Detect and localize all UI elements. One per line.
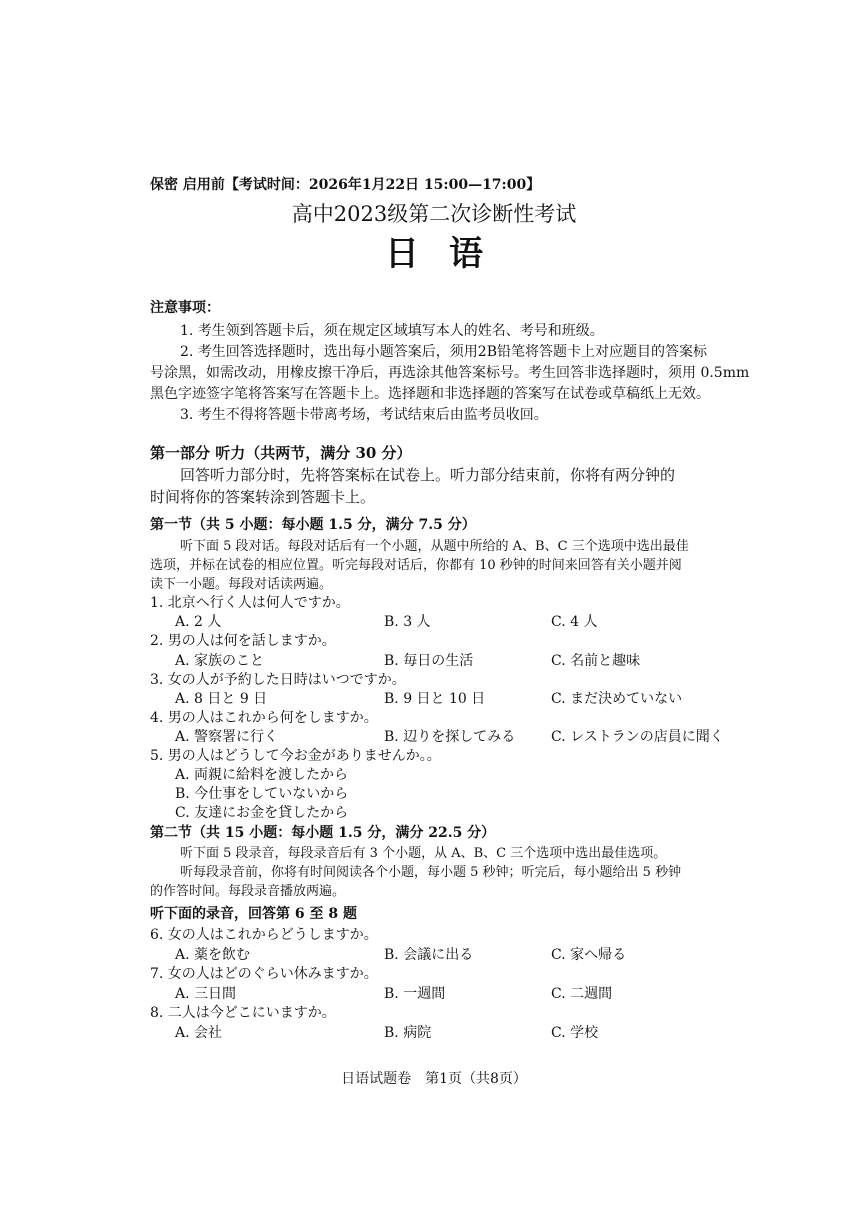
option-6c: C. 家へ帰る (551, 947, 627, 963)
option-1b: B. 3 人 (384, 614, 431, 630)
option-6a: A. 薬を飲む (175, 947, 251, 963)
section2-instruction: 听每段录音前，你将有时间阅读各个小题，每小题 5 秒钟；听完后，每小题给出 5 秒钟 (180, 865, 682, 880)
option-8a: A. 会社 (175, 1025, 223, 1041)
option-3b: B. 9 日と 10 日 (384, 691, 486, 707)
subject-title: 日语 (385, 234, 513, 274)
option-1a: A. 2 人 (175, 614, 222, 630)
question-3: 3. 女の人が予約した日時はいつですか。 (150, 672, 406, 688)
section2-instruction: 听下面 5 段录音，每段录音后有 3 个小题，从 A、B、C 三个选项中选出最佳选项。 (180, 846, 667, 861)
option-7b: B. 一週間 (384, 986, 446, 1002)
part1-intro-line: 时间将你的答案转涂到答题卡上。 (150, 488, 376, 506)
question-1: 1. 北京へ行く人は何人ですか。 (150, 595, 350, 611)
confidential-notice: 保密 启用前【考试时间：2026年1月22日 15:00—17:00】 (150, 177, 541, 193)
section2-instruction: 的作答时间。每段录音播放两遍。 (150, 884, 346, 899)
note-line: 2. 考生回答选择题时，选出每小题答案后，须用2B铅笔将答题卡上对应题目的答案标 (180, 344, 708, 360)
note-line: 黑色字迹签字笔将答案写在答题卡上。选择题和非选择题的答案写在试卷或草稿纸上无效。 (150, 386, 710, 402)
section2-heading: 第二节（共 15 小题：每小题 1.5 分，满分 22.5 分） (150, 825, 496, 841)
option-7c: C. 二週間 (551, 986, 613, 1002)
notes-heading: 注意事项： (150, 300, 220, 316)
option-8b: B. 病院 (384, 1025, 432, 1041)
option-2b: B. 毎日の生活 (384, 653, 474, 669)
section1-instruction: 听下面 5 段对话。每段对话后有一个小题，从题中所给的 A、B、C 三个选项中选出最佳 (180, 539, 689, 554)
part1-heading: 第一部分 听力（共两节，满分 30 分） (150, 444, 412, 462)
option-5b: B. 今仕事をしていないから (175, 786, 349, 802)
option-4a: A. 警察署に行く (175, 729, 279, 745)
option-1c: C. 4 人 (551, 614, 598, 630)
group-heading: 听下面的录音，回答第 6 至 8 题 (150, 906, 357, 922)
page-footer: 日语试题卷 第1页（共8页） (341, 1071, 527, 1087)
question-8: 8. 二人は今どこにいますか。 (150, 1005, 336, 1021)
section1-instruction: 读下一小题。每段对话读两遍。 (150, 577, 333, 592)
option-7a: A. 三日間 (175, 986, 237, 1002)
note-line: 号涂黑，如需改动，用橡皮擦干净后，再选涂其他答案标号。考生回答非选择题时，须用 0.5mm (150, 365, 750, 381)
question-5: 5. 男の人はどうして今お金がありませんか。。 (150, 748, 441, 764)
option-3a: A. 8 日と 9 日 (175, 691, 268, 707)
option-5c: C. 友達にお金を貸したから (175, 805, 349, 821)
note-line: 3. 考生不得将答题卡带离考场，考试结束后由监考员收回。 (180, 407, 548, 423)
note-line: 1. 考生领到答题卡后，须在规定区域填写本人的姓名、考号和班级。 (180, 323, 604, 339)
option-5a: A. 両親に給料を渡したから (175, 767, 349, 783)
option-6b: B. 会議に出る (384, 947, 474, 963)
option-2a: A. 家族のこと (175, 653, 265, 669)
question-6: 6. 女の人はこれからどうしますか。 (150, 927, 378, 943)
question-7: 7. 女の人はどのぐらい休みますか。 (150, 966, 378, 982)
question-2: 2. 男の人は何を話しますか。 (150, 633, 336, 649)
part1-intro-line: 回答听力部分时，先将答案标在试卷上。听力部分结束前，你将有两分钟的 (180, 466, 676, 484)
exam-title: 高中2023级第二次诊断性考试 (291, 202, 577, 226)
option-3c: C. まだ決めていない (551, 691, 683, 707)
question-4: 4. 男の人はこれから何をしますか。 (150, 710, 378, 726)
option-2c: C. 名前と趣味 (551, 653, 641, 669)
option-8c: C. 学校 (551, 1025, 599, 1041)
option-4b: B. 辺りを探してみる (384, 729, 516, 745)
section1-heading: 第一节（共 5 小题：每小题 1.5 分，满分 7.5 分） (150, 517, 476, 533)
section1-instruction: 选项，并标在试卷的相应位置。听完每段对话后，你都有 10 秒钟的时间来回答有关小题并阅 (150, 558, 682, 573)
option-4c: C. レストランの店員に聞く (551, 729, 724, 745)
